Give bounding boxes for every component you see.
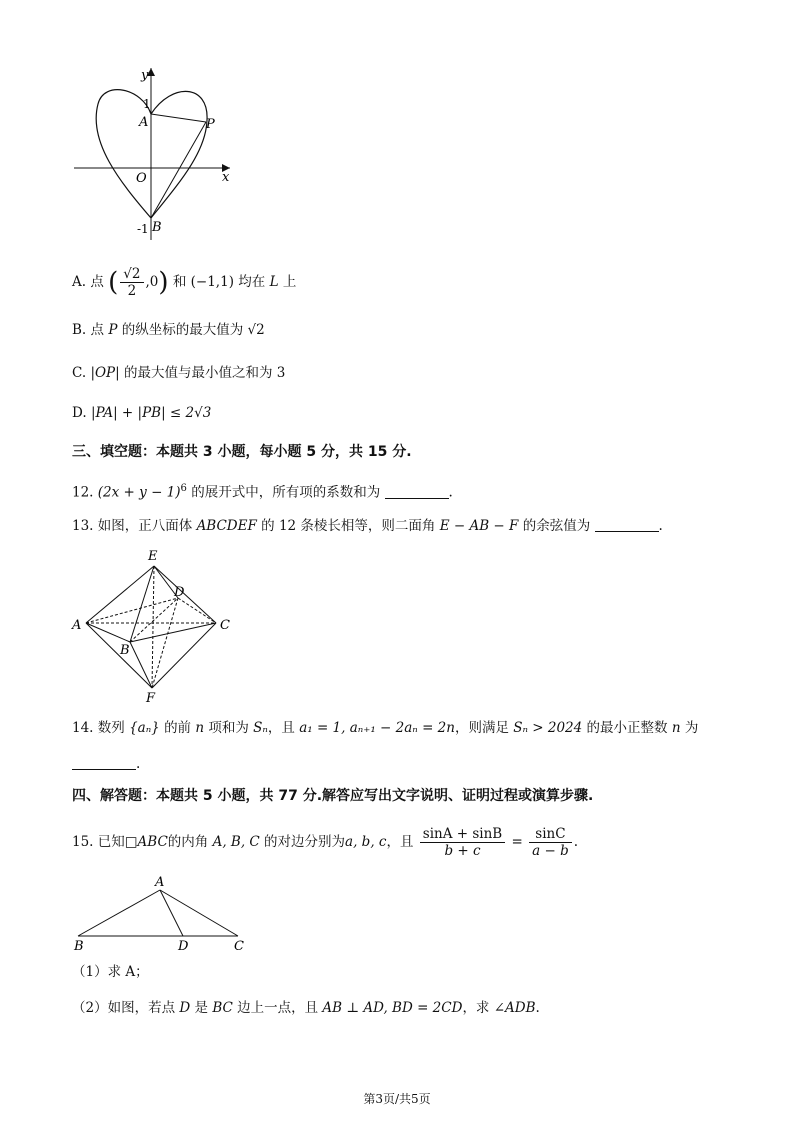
q14-inequality: Sₙ > 2024 xyxy=(513,720,583,736)
q14-answer-blank xyxy=(72,755,136,770)
q14-n: n xyxy=(195,720,205,736)
q15-fraction-right xyxy=(529,826,572,859)
question-12 xyxy=(72,479,453,503)
q15-part2-angle: ∠ADB xyxy=(493,1000,536,1016)
q14-sequence: {aₙ} xyxy=(129,720,160,736)
tick-neg-one-label: -1 xyxy=(137,222,149,236)
q15-equals: = xyxy=(511,834,523,850)
q15-part2-bc: BC xyxy=(212,1000,233,1016)
option-b-value: √2 xyxy=(247,322,265,338)
q12-answer-blank xyxy=(385,484,449,499)
option-d-prefix: D. xyxy=(72,405,87,421)
point-p-label: P xyxy=(206,117,215,132)
q15-part2-end: . xyxy=(535,1000,540,1016)
vertex-c-label: C xyxy=(220,618,230,633)
q14-end: . xyxy=(136,756,141,772)
q15-frac-right-num: sinC xyxy=(529,826,572,843)
triangle-vertex-a-label: A xyxy=(155,875,165,890)
question-13 xyxy=(72,516,663,536)
axis-x-label: x xyxy=(222,170,230,185)
q15-frac-left-num: sinA + sinB xyxy=(420,826,505,843)
q12-exponent: 6 xyxy=(180,483,187,494)
option-c xyxy=(72,363,285,383)
q15-part-1: （1）求 A； xyxy=(72,964,149,980)
question-15 xyxy=(72,822,578,862)
option-c-abs-op: |OP| xyxy=(90,365,120,381)
triangle-vertex-c-label: C xyxy=(234,939,244,954)
option-b-point-p: P xyxy=(108,322,118,338)
option-a-point: (−1,1) xyxy=(190,274,234,290)
section-3-heading: 三、填空题：本题共 3 小题，每小题 5 分，共 15 分. xyxy=(72,444,412,460)
section-4-heading: 四、解答题：本题共 5 小题，共 77 分.解答应写出文字说明、证明过程或演算步骤. xyxy=(72,788,594,804)
q13-text2: 的 12 条棱长相等，则二面角 xyxy=(261,518,436,534)
q15-frac-right-den: a − b xyxy=(532,843,569,859)
q15-part2-text: （2）如图，若点 xyxy=(72,1000,176,1016)
point-b-label: B xyxy=(152,220,162,235)
q14-text: 14. 数列 xyxy=(72,720,125,736)
option-c-prefix: C. xyxy=(72,365,87,381)
heart-curve-figure xyxy=(60,62,250,242)
q14-sn: Sₙ xyxy=(253,720,268,736)
triangle-point-d-label: D xyxy=(178,939,189,954)
q14-condition: a₁ = 1, aₙ₊₁ − 2aₙ = 2n xyxy=(299,720,455,736)
vertex-d-label: D xyxy=(174,585,185,600)
q14-text3: 项和为 xyxy=(208,720,249,736)
origin-label: O xyxy=(136,171,147,186)
option-a-end: 上 xyxy=(282,274,297,290)
q15-part2-text4: ，求 xyxy=(462,1000,490,1016)
axis-y-label: y xyxy=(141,68,149,83)
option-a-suffix: 均在 xyxy=(238,274,266,290)
option-a: A. 点 ( $\frac{√2}{2}$ ,0) 和 (−1,1) 均在 L 上 xyxy=(72,266,297,299)
vertex-a-label: A xyxy=(72,618,82,633)
q15-part2-text3: 边上一点，且 xyxy=(237,1000,319,1016)
option-a-mid: 和 xyxy=(172,274,187,290)
option-b-prefix: B. 点 xyxy=(72,322,105,338)
option-b-text: 的纵坐标的最大值为 xyxy=(121,322,244,338)
tick-one-label: 1 xyxy=(143,97,151,111)
q15-part2-text2: 是 xyxy=(194,1000,209,1016)
q14-text4: ，且 xyxy=(267,720,295,736)
q15-end: . xyxy=(573,834,579,850)
option-d-expr: |PA| + |PB| ≤ 2√3 xyxy=(90,405,212,421)
q15-triangle: □ABC xyxy=(124,834,168,850)
q13-text: 13. 如图，正八面体 xyxy=(72,518,193,534)
q15-part2-condition: AB ⊥ AD, BD = 2CD xyxy=(322,1000,463,1016)
page-footer: 第3页/共5页 xyxy=(363,1092,431,1106)
q14-text5: ，则满足 xyxy=(454,720,509,736)
q15-text2: 的内角 xyxy=(167,834,209,850)
q15-part2-d: D xyxy=(179,1000,191,1016)
point-a-label: A xyxy=(139,115,149,130)
option-a-fraction xyxy=(120,266,143,299)
q15-sides: a, b, c xyxy=(345,834,387,850)
vertex-b-label: B xyxy=(120,643,130,658)
q14-n2: n xyxy=(671,720,681,736)
octahedron-figure xyxy=(66,540,246,706)
triangle-figure xyxy=(66,872,256,954)
q12-text: 的展开式中，所有项的系数和为 xyxy=(191,484,381,501)
q15-part-2 xyxy=(72,998,540,1018)
q15-fraction-left xyxy=(420,826,505,859)
option-c-text: 的最大值与最小值之和为 3 xyxy=(123,365,286,381)
q15-angles: A, B, C xyxy=(212,834,260,850)
q15-frac-left-den: b + c xyxy=(444,843,481,859)
option-a-frac-den: 2 xyxy=(127,283,137,299)
option-d xyxy=(72,403,211,423)
q14-answer-line xyxy=(72,754,140,774)
q13-answer-blank xyxy=(595,517,659,532)
q13-text3: 的余弦值为 xyxy=(522,518,591,534)
option-a-curve-l: L xyxy=(269,274,279,290)
q14-text7: 为 xyxy=(684,720,699,736)
option-a-frac-num: √2 xyxy=(120,266,143,283)
q15-text4: ，且 xyxy=(386,834,414,850)
q13-octahedron-name: ABCDEF xyxy=(196,518,257,534)
triangle-vertex-b-label: B xyxy=(74,939,84,954)
q12-expr: (2x + y − 1) xyxy=(97,484,181,501)
question-14 xyxy=(72,718,698,738)
q14-text2: 的前 xyxy=(164,720,192,736)
q14-text6: 的最小正整数 xyxy=(586,720,668,736)
q13-dihedral-angle: E − AB − F xyxy=(439,518,519,534)
q13-end: . xyxy=(658,518,663,534)
q12-end: . xyxy=(448,484,453,501)
q15-text3: 的对边分别为 xyxy=(264,834,346,850)
q15-text: 15. 已知 xyxy=(72,834,125,850)
option-a-prefix: A. 点 xyxy=(72,274,104,290)
vertex-f-label: F xyxy=(146,691,156,706)
option-b xyxy=(72,320,265,340)
vertex-e-label: E xyxy=(148,549,158,564)
q12-number: 12. xyxy=(72,484,94,501)
option-a-after-frac: ,0 xyxy=(145,274,159,290)
